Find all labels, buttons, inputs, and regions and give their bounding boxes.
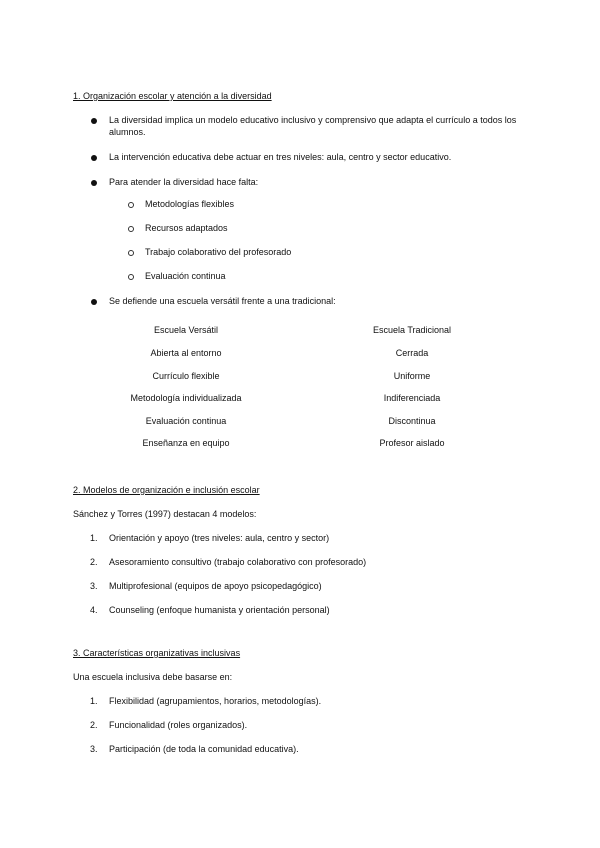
list-number: 1. [90,696,98,706]
bullet-text: Para atender la diversidad hace falta: [109,177,259,187]
table-cell-versatil: Metodología individualizada [130,393,242,403]
bullet-marker [91,299,97,305]
section-2-intro: Sánchez y Torres (1997) destacan 4 modelos: [73,509,257,519]
table-header-versatil: Escuela Versátil [153,325,219,335]
section-2-heading: 2. Modelos de organización e inclusión escolar [73,485,260,495]
list-item: Multiprofesional (equipos de apoyo psicopedagógico) [109,581,322,591]
table-cell-tradicional: Discontinua [388,416,436,426]
table-cell-versatil: Enseñanza en equipo [142,438,230,448]
list-number: 4. [90,605,98,615]
table-cell-tradicional: Indiferenciada [383,393,441,403]
list-item: Counseling (enfoque humanista y orientación personal) [109,605,330,615]
list-item: Funcionalidad (roles organizados). [109,720,248,730]
table-cell-tradicional: Uniforme [393,371,431,381]
list-number: 2. [90,557,98,567]
list-number: 2. [90,720,98,730]
bullet-marker [91,118,97,124]
table-header-tradicional: Escuela Tradicional [372,325,452,335]
section-3-heading: 3. Características organizativas inclusivas [73,648,241,658]
list-number: 1. [90,533,98,543]
bullet-text: Se defiende una escuela versátil frente a una tradicional: [109,296,336,306]
list-item: Flexibilidad (agrupamientos, horarios, metodologías). [109,696,322,706]
section-3-intro: Una escuela inclusiva debe basarse en: [73,672,233,682]
list-number: 3. [90,744,98,754]
sub-bullet-text: Recursos adaptados [145,223,228,233]
list-item: Asesoramiento consultivo (trabajo colaborativo con profesorado) [109,557,367,567]
list-number: 3. [90,581,98,591]
sub-bullet-marker [128,226,134,232]
table-cell-tradicional: Cerrada [395,348,429,358]
sub-bullet-marker [128,274,134,280]
bullet-text: La diversidad implica un modelo educativo inclusivo y comprensivo que adapta el currículo a todos los alumnos. [109,115,517,137]
sub-bullet-marker [128,202,134,208]
sub-bullet-text: Evaluación continua [145,271,226,281]
bullet-marker [91,155,97,161]
list-item: Participación (de toda la comunidad educativa). [109,744,299,754]
sub-bullet-text: Trabajo colaborativo del profesorado [145,247,292,257]
sub-bullet-text: Metodologías flexibles [145,199,235,209]
section-1-heading: 1. Organización escolar y atención a la diversidad [73,91,272,101]
table-cell-tradicional: Profesor aislado [379,438,445,448]
sub-bullet-marker [128,250,134,256]
table-cell-versatil: Abierta al entorno [150,348,222,358]
bullet-marker [91,180,97,186]
bullet-text: La intervención educativa debe actuar en tres niveles: aula, centro y sector educativo. [109,152,452,162]
table-cell-versatil: Evaluación continua [145,416,227,426]
list-item: Orientación y apoyo (tres niveles: aula, centro y sector) [109,533,330,543]
table-cell-versatil: Currículo flexible [152,371,220,381]
